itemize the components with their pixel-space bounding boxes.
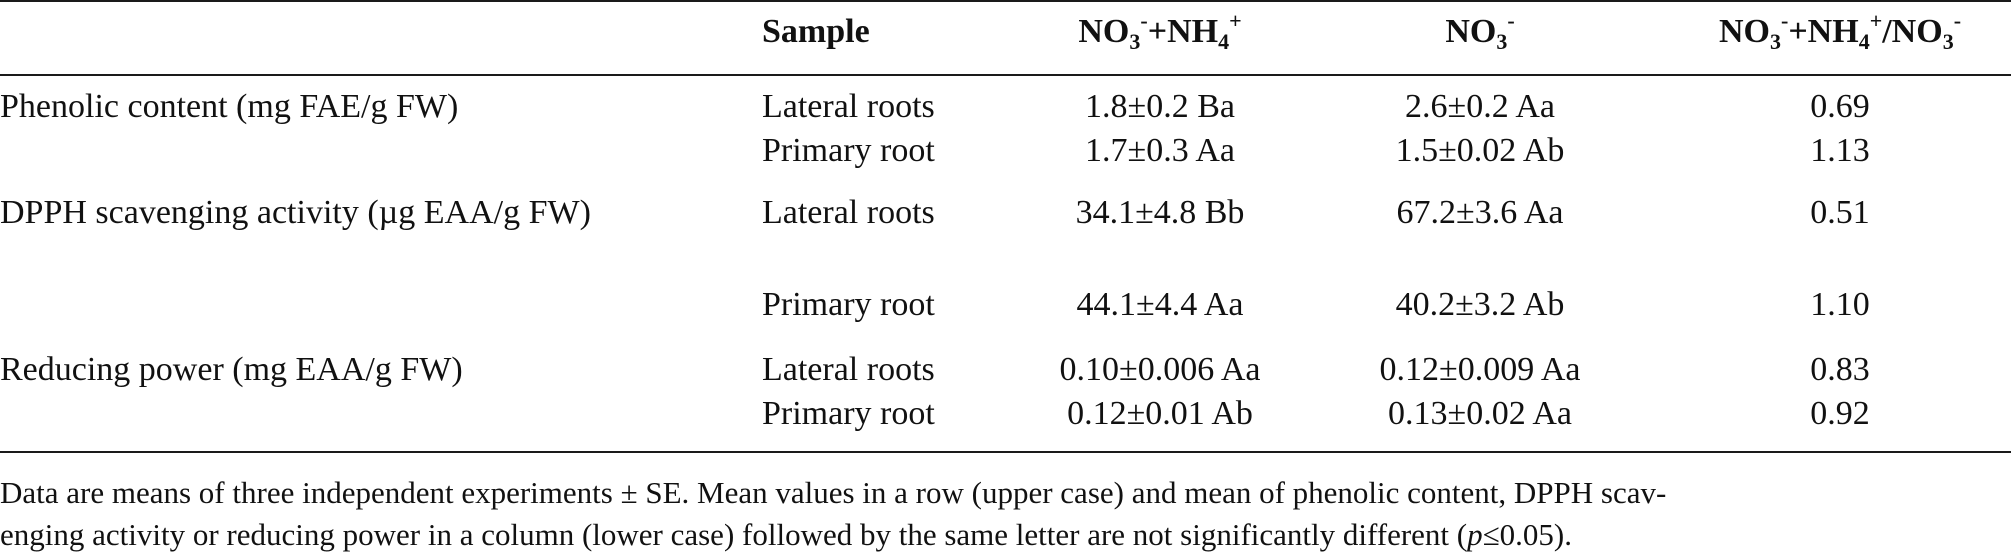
value-ratio: 0.69 (1810, 88, 1870, 125)
value-nitrate: 67.2±3.6 Aa (1396, 194, 1564, 231)
row-sample: Primary root (762, 132, 935, 169)
row-sample: Lateral roots (762, 351, 935, 388)
value-nitrate-ammonium: 1.7±0.3 Aa (1085, 132, 1235, 169)
value-ratio: 1.10 (1810, 286, 1870, 323)
value-nitrate: 1.5±0.02 Ab (1395, 132, 1565, 169)
table-top-rule (0, 0, 2011, 2)
row-label: DPPH scavenging activity (µg EAA/g FW) (0, 194, 591, 231)
footnote-line-2: enging activity or reducing power in a column (lower case) followed by the same letter are not significantly different (p≤0.05). (0, 517, 1572, 552)
value-nitrate: 0.13±0.02 Aa (1388, 395, 1572, 432)
value-nitrate-ammonium: 0.10±0.006 Aa (1059, 351, 1261, 388)
value-ratio: 0.83 (1810, 351, 1870, 388)
table-bottom-rule (0, 451, 2011, 453)
value-nitrate-ammonium: 1.8±0.2 Ba (1085, 88, 1235, 125)
header-rule (0, 74, 2011, 76)
value-nitrate-ammonium: 0.12±0.01 Ab (1067, 395, 1253, 432)
row-sample: Primary root (762, 286, 935, 323)
header-ratio: $NO_3^-+NH_4^+/NO_3^-$ (1718, 8, 1962, 54)
row-label: Reducing power (mg EAA/g FW) (0, 351, 463, 388)
value-ratio: 1.13 (1810, 132, 1870, 169)
value-nitrate: 2.6±0.2 Aa (1405, 88, 1555, 125)
row-label: Phenolic content (mg FAE/g FW) (0, 88, 459, 125)
row-sample: Primary root (762, 395, 935, 432)
value-nitrate: 0.12±0.009 Aa (1379, 351, 1581, 388)
value-nitrate-ammonium: 44.1±4.4 Aa (1076, 286, 1244, 323)
header-nitrate: $NO_3^-$ (1445, 8, 1515, 54)
row-sample: Lateral roots (762, 194, 935, 231)
value-nitrate: 40.2±3.2 Ab (1395, 286, 1565, 323)
table-footnote (0, 472, 2000, 556)
footnote-line-1: Data are means of three independent experiments ± SE. Mean values in a row (upper case) and mean of phenolic content, DPPH scav- (0, 475, 1667, 510)
row-sample: Lateral roots (762, 88, 935, 125)
header-nitrate-ammonium: $NO_3^-+NH_4^+$ (1078, 8, 1242, 54)
value-ratio: 0.92 (1810, 395, 1870, 432)
value-nitrate-ammonium: 34.1±4.8 Bb (1075, 194, 1245, 231)
header-sample: Sample (762, 13, 870, 50)
value-ratio: 0.51 (1810, 194, 1870, 231)
